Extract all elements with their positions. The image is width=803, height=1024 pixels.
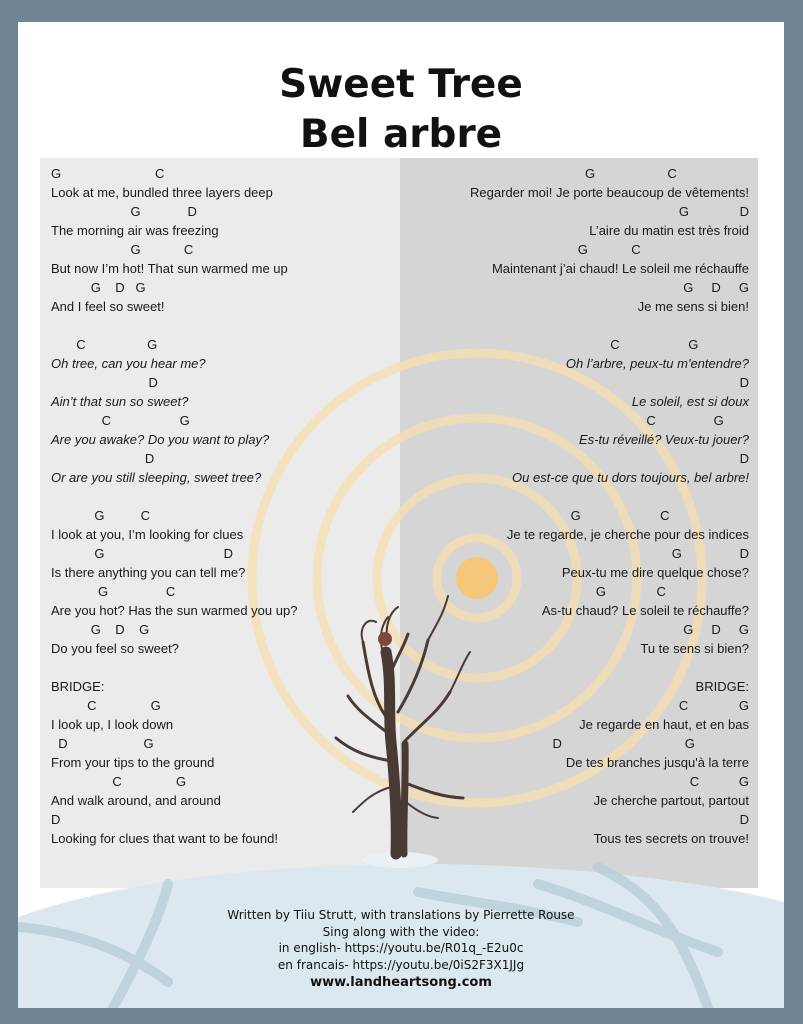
english-chord-line: G C: [51, 584, 176, 599]
credits-written-by: Written by Tiiu Strutt, with translations by Pierrette Rouse: [227, 908, 575, 922]
french-lyric-line: Le soleil, est si doux: [631, 394, 749, 409]
french-lyric-line: Je te regarde, je cherche pour des indices: [506, 527, 749, 542]
english-lyric-line: I look at you, I’m looking for clues: [51, 527, 244, 542]
english-chord-line: G C: [51, 242, 194, 257]
english-chord-line: G D: [51, 204, 197, 219]
english-chord-line: C G: [51, 774, 187, 789]
french-chord-line: G C: [595, 584, 749, 599]
french-verse-gap: [404, 658, 749, 677]
website-link[interactable]: www.landheartsong.com: [310, 975, 492, 990]
french-chord-line: D G: [552, 736, 749, 751]
english-lyric-line: I look up, I look down: [51, 717, 174, 732]
french-lyric-line: BRIDGE:: [695, 679, 749, 694]
french-lyric-line: Peux-tu me dire quelque chose?: [561, 565, 749, 580]
english-verse-gap: [51, 658, 396, 677]
english-chord-line: G D G: [51, 280, 146, 295]
english-lyric-line: The morning air was freezing: [51, 223, 219, 238]
english-lyric-line: Do you feel so sweet?: [51, 641, 179, 656]
english-lyric-line: But now I’m hot! That sun warmed me up: [51, 261, 288, 276]
english-lyric-line: And I feel so sweet!: [51, 299, 165, 314]
song-sheet: [18, 22, 784, 1008]
title-french: Bel arbre: [299, 112, 503, 157]
french-verse-gap: [404, 487, 749, 506]
english-chord-line: D: [51, 812, 61, 827]
french-lyric-line: Maintenant j’ai chaud! Le soleil me réchauffe: [491, 261, 749, 276]
english-lyric-line: Or are you still sleeping, sweet tree?: [51, 470, 262, 485]
french-lyric-line: Je me sens si bien!: [637, 299, 749, 314]
french-chord-line: G D: [678, 204, 749, 219]
french-lyric-line: As-tu chaud? Le soleil te réchauffe?: [541, 603, 749, 618]
french-lyric-line: Je regarde en haut, et en bas: [579, 717, 749, 732]
french-lyric-line: De tes branches jusqu'à la terre: [565, 755, 749, 770]
french-lyric-line: Oh l’arbre, peux-tu m'entendre?: [565, 356, 749, 371]
english-lyric-line: And walk around, and around: [51, 793, 221, 808]
english-lyrics: [51, 164, 396, 848]
english-chord-line: D G: [51, 736, 154, 751]
french-chord-line: G C: [577, 242, 749, 257]
french-chord-line: G C: [585, 166, 749, 181]
french-lyric-line: Je cherche partout, partout: [593, 793, 749, 808]
french-chord-line: C G: [689, 774, 749, 789]
french-chord-line: G D G: [683, 622, 749, 637]
english-verse-gap: [51, 316, 396, 335]
english-lyric-line: Oh tree, can you hear me?: [51, 356, 206, 371]
french-chord-line: D: [739, 375, 749, 390]
french-verse-gap: [404, 316, 749, 335]
french-chord-line: G C: [570, 508, 749, 523]
english-lyric-line: Are you hot? Has the sun warmed you up?: [51, 603, 298, 618]
english-verse-gap: [51, 487, 396, 506]
english-chord-line: C G: [51, 413, 190, 428]
english-chord-line: C G: [51, 337, 158, 352]
video-link-english[interactable]: in english- https://youtu.be/R01q_-E2u0c: [278, 941, 524, 955]
english-chord-line: G C: [51, 508, 150, 523]
english-lyric-line: Ain’t that sun so sweet?: [51, 394, 189, 409]
french-lyric-line: Es-tu réveillé? Veux-tu jouer?: [578, 432, 749, 447]
english-chord-line: D: [51, 451, 155, 466]
english-lyric-line: Looking for clues that want to be found!: [51, 831, 278, 846]
english-lyric-line: Is there anything you can tell me?: [51, 565, 246, 580]
english-lyric-line: Look at me, bundled three layers deep: [51, 185, 273, 200]
french-chord-line: C G: [646, 413, 749, 428]
english-lyric-line: From your tips to the ground: [51, 755, 215, 770]
english-chord-line: G D G: [51, 622, 150, 637]
english-chord-line: D: [51, 375, 158, 390]
french-lyric-line: Ou est-ce que tu dors toujours, bel arbre!: [511, 470, 749, 485]
title-english: Sweet Tree: [279, 62, 523, 107]
credits-sing-along: Sing along with the video:: [322, 924, 480, 939]
english-lyric-line: BRIDGE:: [51, 679, 105, 694]
english-lyric-line: Are you awake? Do you want to play?: [51, 432, 270, 447]
french-chord-line: D: [739, 812, 749, 827]
french-chord-line: C G: [678, 698, 749, 713]
credits: [18, 907, 784, 993]
french-lyric-line: Tu te sens si bien?: [640, 641, 749, 656]
english-chord-line: C G: [51, 698, 161, 713]
french-chord-line: C G: [610, 337, 749, 352]
english-chord-line: G C: [51, 166, 165, 181]
french-lyric-line: Regarder moi! Je porte beaucoup de vêtements!: [470, 185, 749, 200]
french-chord-line: G D G: [683, 280, 749, 295]
video-link-french[interactable]: en francais- https://youtu.be/0iS2F3X1JJg: [277, 957, 525, 972]
french-lyrics: [404, 164, 749, 848]
french-lyric-line: Tous tes secrets on trouve!: [593, 831, 749, 846]
french-lyric-line: L’aire du matin est très froid: [589, 223, 749, 238]
english-chord-line: G D: [51, 546, 234, 561]
french-chord-line: G D: [671, 546, 749, 561]
french-chord-line: D: [739, 451, 749, 466]
